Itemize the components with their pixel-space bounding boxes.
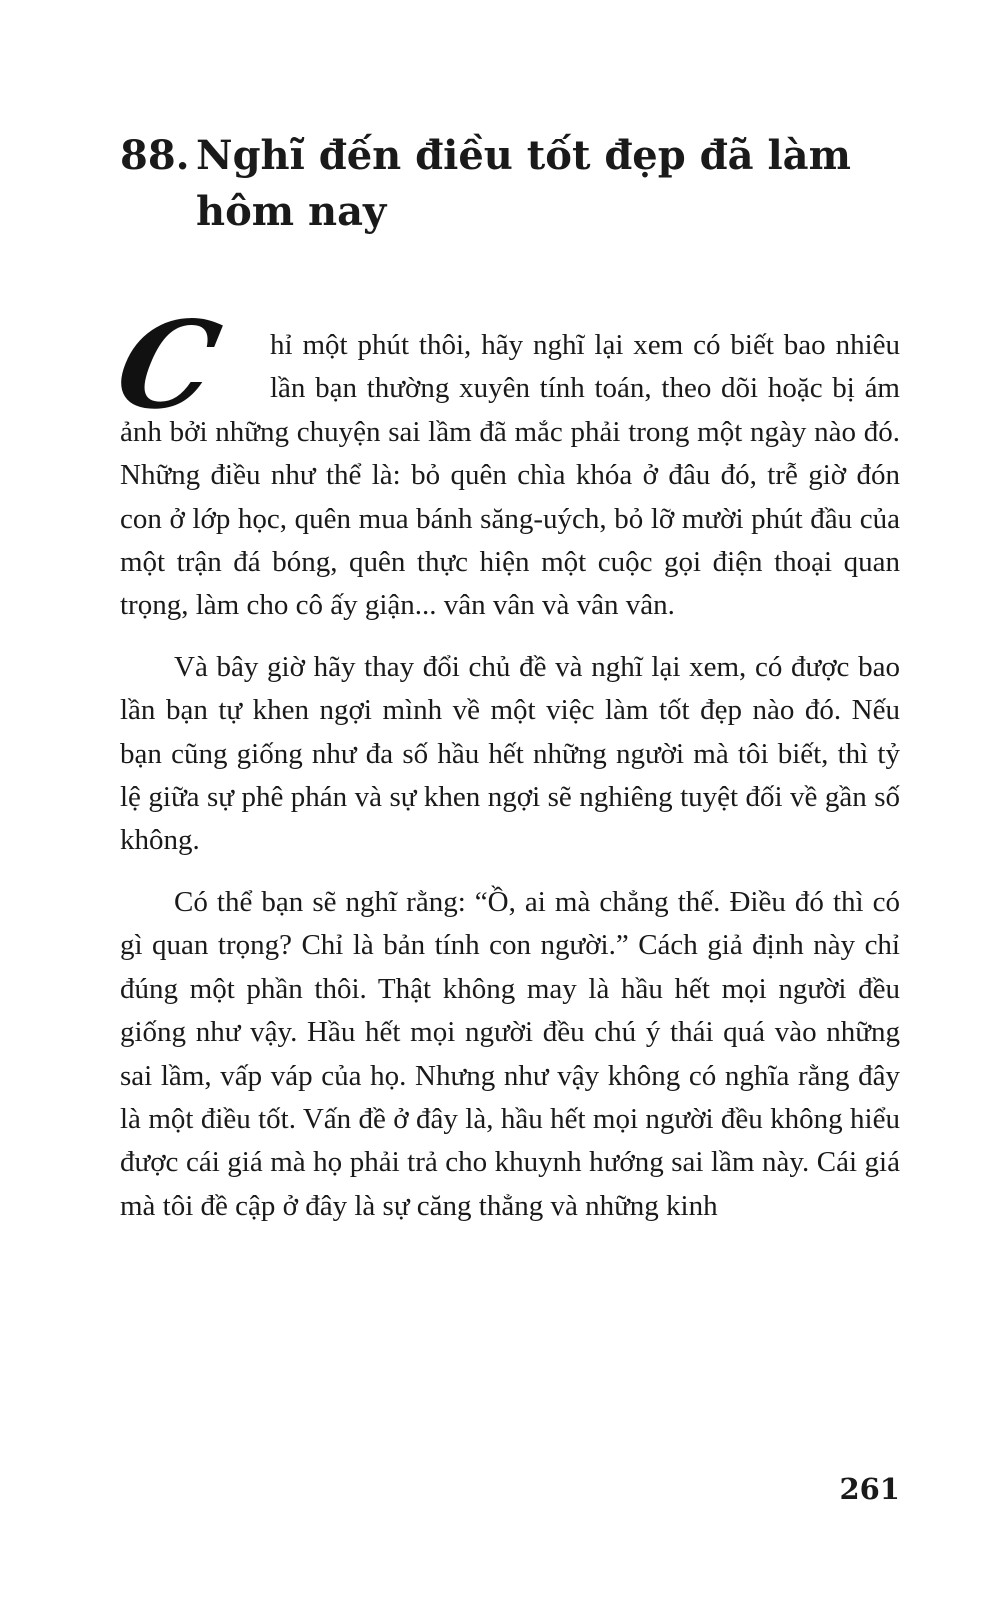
chapter-title — [120, 128, 900, 240]
body-text — [105, 295, 900, 1228]
chapter-title-line1: Nghĩ đến điều tốt đẹp đã làm — [196, 132, 851, 179]
paragraph-3: Có thể bạn sẽ nghĩ rằng: “Ồ, ai mà chẳng thế. Điều đó thì có gì quan trọng? Chỉ là bản tính con người.” Cách giả định này chỉ đúng một phần thôi. Thật không may là hầu hết mọi người đều giống như vậy. Hầu hết mọi người đều chú ý thái quá vào những sai lầm, vấp váp của họ. Nhưng như vậy không có nghĩa rằng đây là một điều tốt. Vấn đề ở đây là, hầu hết mọi người đều không hiểu được cái giá mà họ phải trả cho khuynh hướng sai lầm này. Cái giá mà tôi đề cập ở đây là sự căng thẳng và những kinh — [120, 885, 900, 1222]
paragraph-1-text: hỉ một phút thôi, hãy nghĩ lại xem có biết bao nhiêu lần bạn thường xuyên tính toán, theo dõi hoặc bị ám ảnh bởi những chuyện sai lầm đã mắc phải trong một ngày nào đó. Những điều như thể là: bỏ quên chìa khóa ở đâu đó, trễ giờ đón con ở lớp học, quên mua bánh săng-uých, bỏ lỡ mười phút đầu của một trận đá bóng, quên thực hiện một cuộc gọi điện thoại quan trọng, làm cho cô ấy giận... vân vân và vân vân. — [120, 329, 900, 622]
chapter-number: 88. — [120, 132, 190, 179]
paragraph-2: Và bây giờ hãy thay đổi chủ đề và nghĩ lại xem, có được bao lần bạn tự khen ngợi mình về một việc làm tốt đẹp nào đó. Nếu bạn cũng giống như đa số hầu hết những người mà tôi biết, thì tỷ lệ giữa sự phê phán và sự khen ngợi sẽ nghiêng tuyệt đối về gần số không. — [120, 650, 900, 857]
chapter-title-line2: hôm nay — [196, 188, 387, 235]
paragraph-1 — [105, 295, 900, 628]
page-number: 261 — [839, 1472, 900, 1506]
drop-cap: C — [105, 295, 227, 436]
